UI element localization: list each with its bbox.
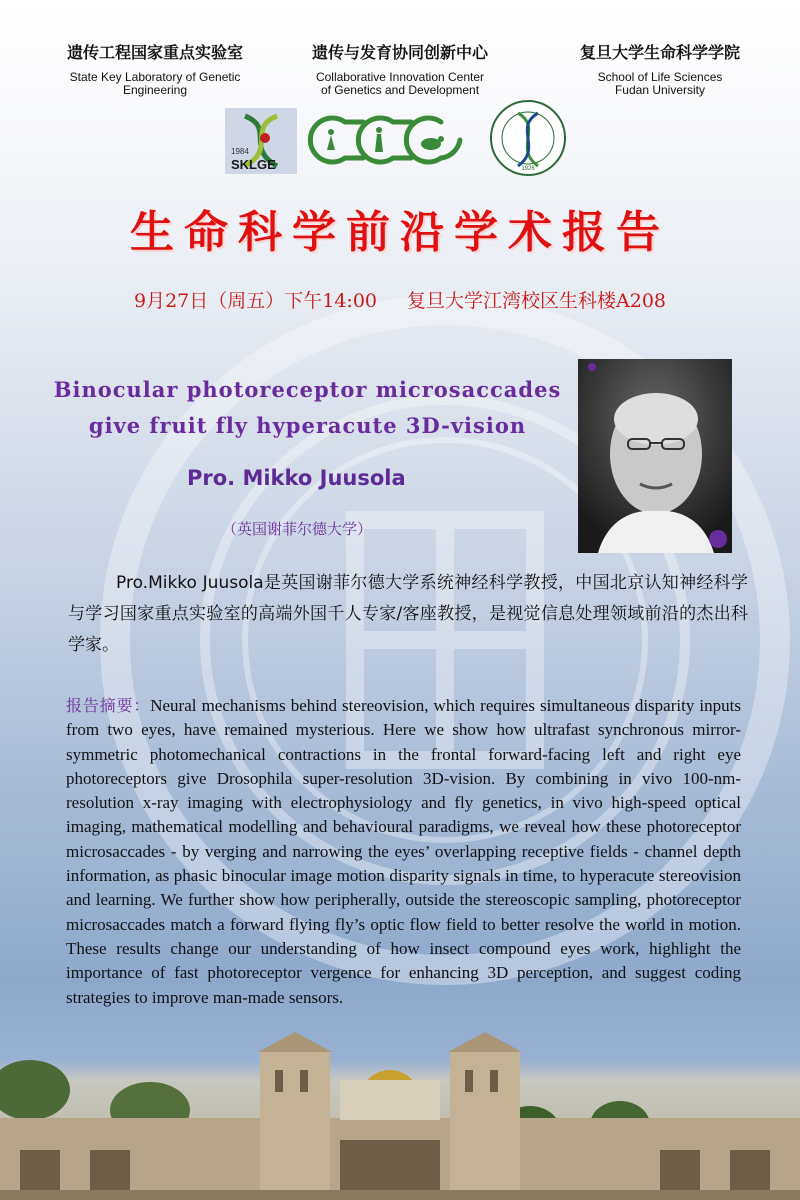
talk-title-line1: Binocular photoreceptor microsaccades: [53, 377, 562, 402]
speaker-name: Pro. Mikko Juusola: [187, 466, 406, 490]
sklge-text: SKLGE: [231, 157, 276, 172]
org-fudan-en-2: Fudan University: [614, 83, 706, 97]
org-ccgd: [290, 40, 510, 97]
event-info: [80, 286, 720, 313]
sklge-year: 1984: [231, 147, 249, 156]
event-location: 复旦大学江湾校区生科楼A208: [407, 290, 667, 312]
campus-gate-illustration: [0, 1030, 800, 1200]
org-fudan-en-1: School of Life Sciences: [597, 70, 723, 84]
speaker-photo: [578, 359, 732, 553]
org-sklge: [45, 40, 265, 97]
page-title: 生命科学前沿学术报告: [130, 207, 670, 258]
sklge-logo: [225, 108, 297, 174]
talk-title: [35, 372, 580, 444]
org-fudan-cn: 复旦大学生命科学学院: [579, 43, 740, 62]
org-ccgd-cn: 遗传与发育协同创新中心: [311, 43, 488, 62]
talk-title-line2: give fruit fly hyperacute 3D-vision: [88, 413, 527, 438]
org-sklge-en-1: State Key Laboratory of Genetic: [69, 70, 241, 84]
speaker-affiliation: （英国谢菲尔德大学）: [222, 520, 373, 538]
abstract: [66, 694, 741, 1010]
fudan-sls-logo: [488, 98, 568, 178]
org-sklge-en-2: Engineering: [122, 83, 188, 97]
event-date: 9月27日（周五）下午14:00: [133, 290, 378, 312]
org-fudan-sls: [550, 40, 770, 97]
fudan-logo-year: 1926: [521, 166, 535, 172]
speaker-bio: Pro.Mikko Juusola是英国谢菲尔德大学系统神经科学教授，中国北京认知神经科学与学习国家重点实验室的高端外国千人专家/客座教授，是视觉信息处理领域前沿的杰出科学家。: [68, 573, 748, 655]
org-sklge-cn: 遗传工程国家重点实验室: [66, 43, 243, 62]
org-ccgd-en-1: Collaborative Innovation Center: [315, 70, 485, 84]
org-ccgd-en-2: of Genetics and Development: [320, 83, 480, 97]
abstract-text: Neural mechanisms behind stereovision, which requires simultaneous disparity inputs from two eyes, have remained mysterious. Here we show how ultrafast synchronous mirror-symmetric photomechanical contractions in the frontal forward-facing left and right eye photoreceptors give Drosophila super-resolution 3D-vision. By combining in vivo 100-nm-resolution x-ray imaging with electrophysiology and fly genetics, in vivo high-speed optical imaging, mathematical modelling and behavioural paradigms, we reveal how these photoreceptor microsaccades - by verging and narrowing the eyes’ overlapping receptive fields - channel depth information, as phasic binocular image motion disparity signals in time, to hyperacute stereovision and learning. We further show how peripherally, outside the stereoscopic sampling, photoreceptor microsaccades match a forward flying fly’s optic flow field to better resolve the world in motion. These results change our understanding of how insect compound eyes work, highlight the importance of fast photoreceptor vergence for enhancing 3D perception, and suggest coding strategies to improve man-made sensors.: [66, 696, 741, 1007]
ccgd-logo: [305, 110, 485, 170]
abstract-label: 报告摘要：: [66, 696, 151, 715]
